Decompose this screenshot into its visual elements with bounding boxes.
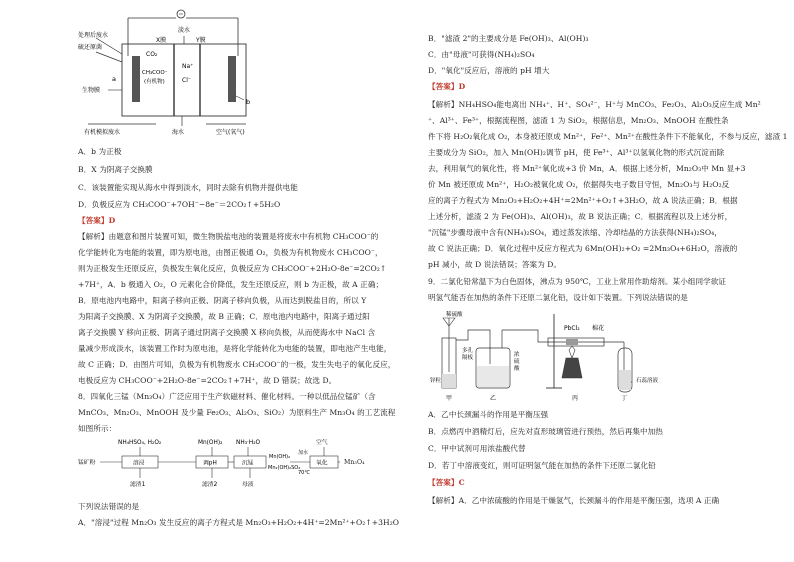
- apparatus-diagram: [428, 308, 668, 404]
- q8-explain-line: 应的离子方程式为 Mn₂O₃+H₂O₂+4H⁺=2Mn²⁺+O₂↑+3H₂O，故 A 说法正确；B．根据: [428, 196, 738, 205]
- q8-explain-line: 价 Mn 被还原成 Mn²⁺，H₂O₂被氧化成 O₂，依据得失电子数目守恒，Mn₂O₃与 H₂O₂反: [428, 180, 730, 189]
- label-ding: 丁: [621, 395, 628, 402]
- q8-explain-line: 去，利用氧气的氧化性，将 Mn²⁺氧化成+3 价 Mn，A．根据上述分析，Mn₂O₃中 Mn 显+3: [428, 164, 746, 173]
- q9-intro-line: 明氢气能否在加热的条件下还原二氯化铅，设计如下装置。下列说法错误的是: [428, 293, 688, 302]
- q9-option-a: A．乙中长颈漏斗的作用是平衡压强: [428, 410, 549, 419]
- flow-reagent-1: NH₄HSO₄, H₂O₂: [118, 440, 162, 446]
- label-biofilm: 生物膜: [82, 87, 101, 94]
- q9-answer: [428, 478, 465, 488]
- q9-intro-line: 9．二氯化铅常温下为白色固体，沸点为 950℃，工业上常用作助熔剂。某小组同学欲证: [428, 277, 727, 286]
- label-board: 隔板: [462, 355, 474, 361]
- q8-option-d: D．"氧化"反应后，溶液的 pH 增大: [428, 66, 550, 75]
- label-na-ion: Na⁺: [182, 63, 194, 70]
- q7-explain-line: 电极反应为 CH₃COO⁻+2H₂O-8e⁻=2CO₂↑+7H⁺，故 D 错误；故选 D。: [78, 376, 337, 385]
- q7-explain-line: B．原电池内电路中，阳离子移向正极、阴离子移向负极，从而达到脱盐目的，所以 Y: [78, 296, 367, 305]
- label-porous: 多孔: [462, 348, 474, 354]
- q7-explain-line: 【解析】由题意和图片装置可知，微生物脱盐电池的装置是将废水中有机物 CH₃COO⁻的: [78, 232, 379, 241]
- answer-tag: 【答案】: [78, 216, 109, 225]
- label-dilute-acid: 稀硫酸: [446, 312, 463, 318]
- label-conc: 浓: [514, 352, 520, 358]
- label-acid: 酸: [514, 366, 520, 372]
- label-litmus: 石蕊溶液: [636, 378, 659, 384]
- label-yi: 乙: [490, 395, 497, 402]
- desalination-cell-diagram: [78, 4, 278, 138]
- process-flow-chart: [78, 436, 348, 498]
- label-cotton: 棉花: [592, 325, 605, 332]
- label-seawater: 海水: [172, 129, 185, 136]
- q8-option-a: A．"溶浸"过程 Mn₂O₃ 发生反应的离子方程式是 Mn₂O₃+H₂O₂+4H⁺=2Mn²⁺+O₂↑+3H₂O: [78, 518, 400, 527]
- q9-explain-line: 【解析】A．乙中浓硫酸的作用是干燥氢气，长颈漏斗的作用是平衡压强，选项 A 正确: [428, 496, 720, 505]
- q7-explain-line: +7H⁺，A．b 极通入 O₂，O 元素化合价降低，发生还原反应，则 b 为正极，故 A 正确；: [78, 280, 384, 289]
- q8-explain-line: 件下将 H₂O₂氧化成 O₂，本身被还原成 Mn²⁺，Fe²⁺、Mn²⁺在酸性条件下不能氧化，不参与反应，滤渣 1: [428, 132, 788, 141]
- label-treated-water: 处理后废水: [78, 32, 109, 39]
- left-column: [78, 0, 438, 562]
- answer-tag: 【答案】: [428, 478, 459, 487]
- q8-intro-line: 8．四氧化三锰（Mn₃O₄）广泛应用于生产软磁材料、催化材料。一种以低品位锰矿（含: [78, 392, 376, 401]
- q8-explain-line: "沉锰"步骤母液中含有(NH₄)₂SO₄，通过蒸发浓缩、冷却结晶的方法获得(NH₄)₂SO₄，: [428, 228, 722, 237]
- flow-reagent-3: NH₃·H₂O: [236, 440, 261, 446]
- answer-value: C: [458, 478, 465, 487]
- label-acetate: CH₃COO⁻: [142, 70, 168, 76]
- q7-option-d: D．负极反应为 CH₃COO⁻+7OH⁻−8e⁻＝2CO₂↑+5H₂O: [78, 200, 281, 209]
- label-pbcl2: PbCl₂: [564, 325, 580, 332]
- q7-answer: [78, 216, 115, 226]
- label-bing: 丙: [572, 395, 579, 402]
- flow-residue-2: 滤渣2: [202, 482, 218, 488]
- right-column: [428, 0, 788, 562]
- label-sulfate-bacteria: 硫还原菌: [78, 44, 103, 51]
- label-organic: (有机物): [144, 79, 165, 85]
- flow-intermediate-1: Mn(OH)₂: [269, 454, 291, 460]
- q7-option-b: B．X 为阴离子交换膜: [78, 165, 153, 174]
- flow-step-ph: 调pH: [203, 460, 217, 467]
- flow-ore: 锰矿粉: [78, 460, 96, 466]
- flow-intermediate-2: Mn₂(OH)₂SO₄: [268, 465, 301, 471]
- q8-intro-line: MnCO₃、Mn₂O₃、MnOOH 及少量 Fe₂O₃、Al₂O₃、SiO₂）为原料生产 Mn₃O₄ 的工艺流程: [78, 408, 396, 417]
- label-a: a: [112, 75, 116, 83]
- label-organic-wastewater: 有机模拟废水: [84, 129, 121, 136]
- electrode-a: [132, 56, 140, 102]
- answer-value: D: [108, 216, 116, 225]
- label-cl-ion: Cl⁻: [182, 77, 192, 84]
- q8-option-b: B．"滤渣 2"的主要成分是 Fe(OH)₃、Al(OH)₃: [428, 34, 589, 43]
- q8-question: 下列说法错误的是: [78, 502, 140, 511]
- q8-explain-line: pH 减小，故 D 说法错误；答案为 D。: [428, 260, 562, 269]
- label-jia: 甲: [446, 395, 453, 402]
- q8-intro-line: 如图所示：: [78, 424, 117, 433]
- q9-option-b: B．点燃丙中酒精灯后，应先对直形玻璃管进行预热，然后再集中加热: [428, 427, 663, 436]
- q8-explain-line: ⁺、Al³⁺、Fe³⁺，根据流程图，滤渣 1 为 SiO₂，根据信息，Mn₂O₃、MnOOH 在酸性条: [428, 116, 729, 125]
- q7-explain-line: 离子交换膜 Y 移向正极、阴离子通过阴离子交换膜 X 移向负极，从而使海水中 NaCl 含: [78, 328, 376, 337]
- q9-option-c: C．甲中试剂可用浓盐酸代替: [428, 444, 526, 453]
- flow-product: Mn₃O₄: [344, 459, 365, 466]
- q8-answer: [428, 82, 465, 92]
- flow-step-oxidize: 氧化: [316, 460, 328, 467]
- flow-reagent-2: Mn(OH)₂: [198, 440, 223, 446]
- q7-explain-line: 故 C 正确；D．由图片可知，负极为有机物废水 CH₃COO⁻的一极，发生失电子的氧化反应，: [78, 360, 396, 369]
- label-x-membrane: X膜: [156, 37, 167, 44]
- label-b: b: [246, 98, 251, 106]
- q7-option-a: A．b 为正极: [78, 147, 122, 156]
- label-y-membrane: Y膜: [196, 37, 206, 44]
- label-co2: CO₂: [146, 51, 158, 58]
- q8-explain-line: 故 C 说法正确；D．氧化过程中反应方程式为 6Mn(OH)₂+O₂ =2Mn₃O₄+6H₂O，溶液的: [428, 244, 738, 253]
- electrode-b: [228, 56, 236, 102]
- flow-step-precipitate: 沉锰: [242, 460, 254, 467]
- q7-explain-line: 为阳离子交换膜、X 为阴离子交换膜，故 B 正确；C．原电池内电路中，阳离子通过阳: [78, 312, 370, 321]
- answer-value: D: [458, 82, 466, 91]
- q7-option-c: C．该装置能实现从海水中得到淡水，同时去除有机物并提供电能: [78, 183, 298, 192]
- flame-icon: [569, 346, 575, 358]
- label-zinc: 锌粒: [430, 378, 442, 384]
- flow-temperature: 70℃: [298, 470, 310, 476]
- q7-explain-line: 量减少形成淡水，该装置工作时为原电池，是将化学能转化为电能的装置，即电池产生电能，: [78, 344, 392, 353]
- q7-explain-line: 化学能转化为电能的装置，即为原电池，由图正极通 O₂，负极为有机物废水 CH₃COO⁻，: [78, 248, 383, 257]
- label-air-oxygen: 空气(氧气): [216, 129, 245, 136]
- flow-step-leach: 溶浸: [133, 460, 145, 467]
- label-sulf: 硫: [514, 359, 520, 365]
- q7-explain-line: 则为正极发生还原反应，负极发生氧化反应，负极反应为 CH₃COO⁻+2H₂O-8e⁻=2CO₂↑: [78, 264, 387, 273]
- answer-tag: 【答案】: [428, 82, 459, 91]
- flow-residue-1: 滤渣1: [130, 482, 146, 488]
- alcohol-lamp: [562, 358, 582, 378]
- q8-explain-line: 上述分析，滤渣 2 为 Fe(OH)₃、Al(OH)₃，故 B 说法正确；C．根据流程以及上述分析，: [428, 212, 733, 221]
- q9-option-d: D．若丁中溶液变红，则可证明氢气能在加热的条件下还原二氯化铅: [428, 461, 656, 470]
- flow-mother-liquor: 母液: [242, 482, 254, 488]
- q8-explain-line: 主要成分为 SiO₂，加入 Mn(OH)₂调节 pH，使 Fe³⁺、Al³⁺以氢氧化物的形式沉淀而除: [428, 148, 725, 157]
- q8-explain-line: 【解析】NH₄HSO₄能电离出 NH₄⁺、H⁺、SO₄²⁻，H⁺与 MnCO₃、Fe₂O₃、Al₂O₃反应生成 Mn²: [428, 100, 761, 109]
- label-fresh-water: 淡水: [178, 27, 191, 34]
- flow-add-water: 加水: [298, 450, 309, 456]
- flow-reagent-4: 空气: [316, 440, 328, 446]
- q8-option-c: C．由"母液"可获得(NH₄)₂SO₄: [428, 50, 535, 59]
